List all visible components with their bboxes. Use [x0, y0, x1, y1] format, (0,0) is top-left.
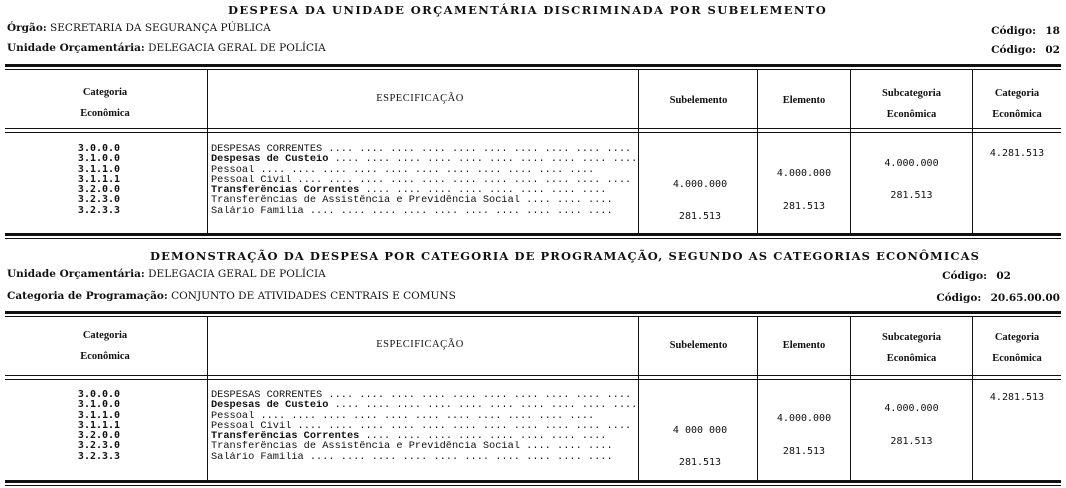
table1-bottom-rule-thin	[5, 238, 1061, 239]
table2-bottom-rule	[5, 480, 1061, 483]
list-item: Pessoal .... .... .... .... .... .... .... .... .... .... ....	[211, 410, 595, 421]
list-item: Pessoal Civil .... .... .... .... .... .... .... .... .... .... ....	[211, 420, 632, 432]
header-especificacao: ESPECIFICAÇÃO	[376, 93, 464, 104]
list-item: Pessoal Civil .... .... .... .... .... .... .... .... .... .... ....	[211, 174, 632, 186]
unidade2-label: Unidade Orçamentária:	[7, 268, 145, 280]
unidade2-line	[7, 268, 326, 280]
table1-bottom-rule	[5, 233, 1061, 236]
table2-header-rule	[5, 375, 1061, 376]
table2-bottom-rule-thin	[5, 485, 1061, 486]
unidade-line	[7, 42, 326, 54]
table1-header-rule	[5, 128, 1061, 129]
categoria-programacao-value: CONJUNTO DE ATIVIDADES CENTRAIS E COMUNS	[171, 290, 456, 302]
orgao-code-label: Código:	[991, 25, 1037, 37]
list-item: Transferências de Assistência e Previdência Social .... .... ....	[211, 195, 613, 206]
unidade2-code-value: 02	[996, 270, 1011, 282]
list-item: Salário Família .... .... .... .... .... .... .... .... .... ....	[211, 451, 613, 463]
unidade-code	[991, 44, 1060, 56]
table2-top-rule	[5, 311, 1061, 314]
header-elemento: Elemento	[782, 95, 826, 106]
list-item: DESPESAS CORRENTES .... .... .... .... .... .... .... .... .... ....	[211, 390, 632, 401]
categoria-value: 4.281.513	[989, 148, 1045, 159]
table2-top-rule-thin	[5, 316, 1061, 317]
unidade-label: Unidade Orçamentária:	[7, 42, 145, 54]
list-item: Transferências de Assistência e Previdência Social .... .... ....	[211, 441, 613, 452]
subcategoria-value: 4.000.000	[884, 158, 939, 169]
unidade2-code-label: Código:	[942, 270, 988, 282]
list-item: Salário Família .... .... .... .... .... .... .... .... .... ....	[211, 205, 613, 217]
categoria-programacao-code-value: 20.65.00.00	[990, 292, 1060, 304]
header-categoria-economica-right: Categoria Econômica	[992, 88, 1042, 120]
header-categoria-economica: Categoria Econômica	[80, 330, 130, 362]
list-item: Pessoal .... .... .... .... .... .... .... .... .... .... ....	[211, 164, 595, 175]
header-especificacao: ESPECIFICAÇÃO	[376, 339, 464, 350]
table2-header-rule-2	[5, 379, 1061, 380]
subelemento-value: 281.513	[678, 211, 722, 222]
orgao-code-value: 18	[1045, 25, 1060, 37]
subcategoria-value: 281.513	[890, 190, 933, 201]
header-categoria-economica-right: Categoria Econômica	[992, 332, 1042, 364]
categoria-programacao-line	[7, 290, 456, 302]
orgao-label: Órgão:	[7, 22, 47, 34]
category-codes: 3.0.0.0 3.1.0.0 3.1.1.0 3.1.1.1 3.2.0.0 3.2.3.0 3.2.3.3	[77, 143, 121, 216]
orgao-value: SECRETARIA DA SEGURANÇA PÚBLICA	[50, 22, 271, 34]
category-codes: 3.0.0.0 3.1.0.0 3.1.1.0 3.1.1.1 3.2.0.0 3.2.3.0 3.2.3.3	[77, 389, 121, 462]
header-subcategoria-economica: Subcategoria Econômica	[882, 332, 941, 364]
list-item: Despesas de Custeio .... .... .... .... .... .... .... .... .... ....	[211, 154, 637, 165]
header-subcategoria-economica: Subcategoria Econômica	[882, 88, 941, 120]
subelemento-value: 4 000 000	[672, 425, 728, 436]
list-item: DESPESAS CORRENTES .... .... .... .... .... .... .... .... .... ....	[211, 144, 632, 155]
header-elemento: Elemento	[782, 340, 826, 351]
subcategoria-value: 4.000.000	[884, 403, 939, 414]
elemento-value: 281.513	[782, 201, 826, 212]
unidade-value: DELEGACIA GERAL DE POLÍCIA	[148, 42, 326, 54]
table1-col-divider	[638, 70, 639, 233]
list-item: Transferências Correntes .... .... .... .... .... .... .... ....	[211, 431, 607, 442]
elemento-value: 4.000.000	[776, 168, 832, 179]
header-subelemento: Subelemento	[669, 340, 728, 351]
orgao-line	[7, 22, 271, 34]
table2-col-divider	[207, 317, 208, 480]
section2-title: DEMONSTRAÇÃO DA DESPESA POR CATEGORIA DE PROGRAMAÇÃO, SEGUNDO AS CATEGORIAS ECONÔMICAS	[150, 249, 981, 263]
header-subelemento: Subelemento	[669, 95, 728, 106]
subelemento-value: 4.000.000	[672, 179, 728, 190]
elemento-value: 281.513	[782, 446, 826, 457]
list-item: Despesas de Custeio .... .... .... .... .... .... .... .... .... ....	[211, 400, 637, 411]
section1-title: DESPESA DA UNIDADE ORÇAMENTÁRIA DISCRIMINADA POR SUBELEMENTO	[228, 3, 828, 17]
orgao-code	[991, 25, 1060, 37]
categoria-value: 4.281.513	[989, 392, 1045, 403]
table1-col-divider	[207, 70, 208, 233]
unidade-code-value: 02	[1045, 44, 1060, 56]
categoria-programacao-code-label: Código:	[936, 292, 982, 304]
specification-list	[211, 390, 637, 462]
specification-list	[211, 144, 637, 216]
elemento-value: 4.000.000	[776, 413, 832, 424]
table2-col-divider	[638, 317, 639, 480]
table1-header-rule-2	[5, 132, 1061, 133]
unidade2-code	[942, 270, 1011, 282]
unidade2-value: DELEGACIA GERAL DE POLÍCIA	[148, 268, 326, 280]
categoria-programacao-code	[936, 292, 1060, 304]
categoria-programacao-label: Categoria de Programação:	[7, 290, 168, 302]
list-item: Transferências Correntes .... .... .... .... .... .... .... ....	[211, 185, 607, 196]
header-categoria-economica: Categoria Econômica	[80, 87, 130, 119]
unidade-code-label: Código:	[991, 44, 1037, 56]
subcategoria-value: 281.513	[890, 436, 933, 447]
table1-top-rule	[5, 64, 1061, 67]
subelemento-value: 281.513	[678, 457, 722, 468]
table1-top-rule-thin	[5, 69, 1061, 70]
